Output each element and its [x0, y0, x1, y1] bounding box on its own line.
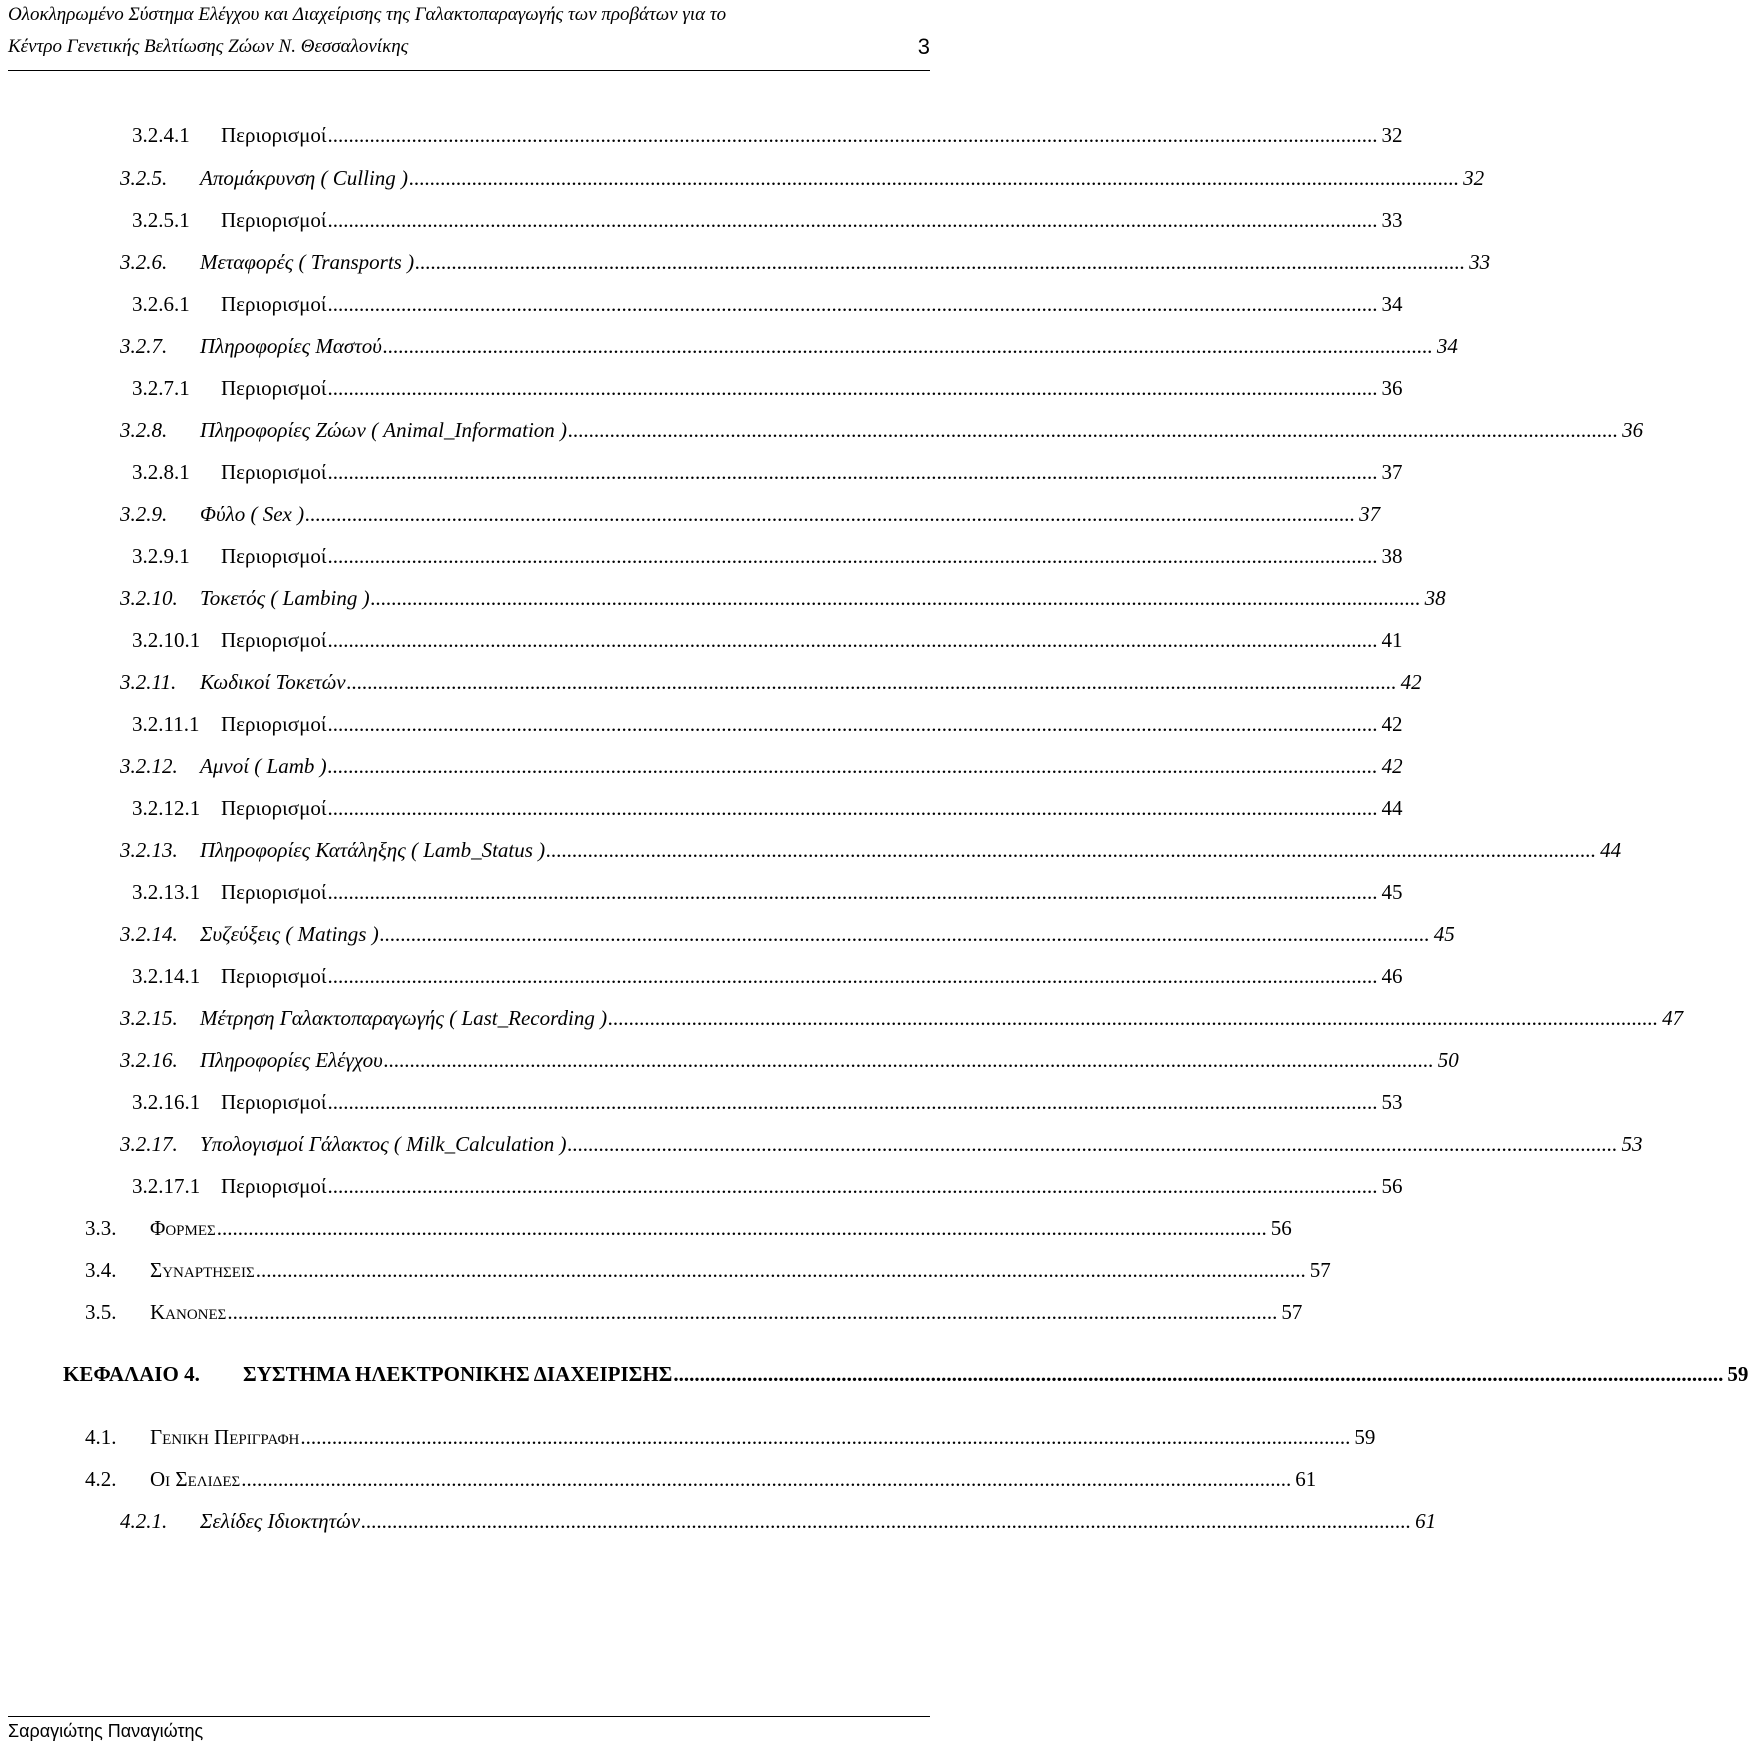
- toc-dot-leader: ........................................................................................................................................................................................................: [255, 1258, 1306, 1282]
- toc-dot-leader: ........................................................................................................................................................................................................: [546, 838, 1597, 862]
- toc-entry-number: 3.2.5.: [120, 166, 168, 190]
- toc-entry-page: 33: [1469, 250, 1491, 274]
- toc-entry-title: Περιορισμοί: [221, 964, 327, 988]
- toc-dot-leader: ........................................................................................................................................................................................................: [327, 628, 1378, 652]
- toc-entry-title: Συζεύξεις ( Matings ): [200, 922, 379, 946]
- toc-dot-leader: ........................................................................................................................................................................................................: [608, 1006, 1659, 1030]
- toc-entry-number: 3.2.16.1: [132, 1090, 201, 1114]
- toc-entry-page: 59: [1727, 1362, 1748, 1386]
- toc-entry-title: Περιορισμοί: [221, 123, 327, 147]
- toc-dot-leader: ........................................................................................................................................................................................................: [673, 1362, 1724, 1386]
- page-header: [8, 4, 930, 71]
- toc-entry-number: 3.2.15.: [120, 1006, 178, 1030]
- toc-entry-title: Περιορισμοί: [221, 1174, 327, 1198]
- toc-dot-leader: ........................................................................................................................................................................................................: [383, 1048, 1434, 1072]
- toc-entry[interactable]: [85, 1425, 1376, 1455]
- toc-entry-number: 3.4.: [85, 1258, 117, 1282]
- toc-entry-page: 57: [1309, 1258, 1331, 1282]
- toc-entry[interactable]: [132, 964, 1403, 994]
- toc-entry-page: 38: [1424, 586, 1446, 610]
- toc-entry[interactable]: [132, 544, 1403, 574]
- toc-entry-title: Πληροφορίες Ζώων ( Animal_Information ): [200, 418, 568, 442]
- toc-entry-number: 3.2.7.: [120, 334, 168, 358]
- toc-entry-page: 50: [1437, 1048, 1459, 1072]
- page-number: 3: [917, 34, 930, 59]
- toc-entry-number: 4.2.: [85, 1467, 117, 1491]
- toc-entry-page: 56: [1381, 1174, 1403, 1198]
- toc-dot-leader: ........................................................................................................................................................................................................: [216, 1216, 1267, 1240]
- toc-dot-leader: ........................................................................................................................................................................................................: [409, 166, 1460, 190]
- toc-entry[interactable]: [132, 880, 1403, 910]
- toc-entry[interactable]: [120, 1006, 1684, 1036]
- toc-entry[interactable]: [85, 1467, 1317, 1497]
- toc-entry[interactable]: [120, 754, 1403, 784]
- toc-entry-page: 61: [1295, 1467, 1317, 1491]
- toc-entry-title: Πληροφορίες Κατάληξης ( Lamb_Status ): [200, 838, 546, 862]
- toc-entry[interactable]: [85, 1216, 1292, 1246]
- toc-entry-number: 3.2.4.1: [132, 123, 190, 147]
- toc-entry[interactable]: [132, 712, 1403, 742]
- toc-entry-title: Μεταφορές ( Transports ): [200, 250, 415, 274]
- toc-entry-number: 3.2.13.: [120, 838, 178, 862]
- toc-entry-title: Τοκετός ( Lambing ): [200, 586, 370, 610]
- toc-entry-page: 47: [1662, 1006, 1684, 1030]
- toc-chapter-entry[interactable]: [63, 1362, 1748, 1392]
- toc-entry-number: 3.2.8.: [120, 418, 168, 442]
- toc-entry-title: Φορμεσ: [150, 1216, 216, 1240]
- toc-entry[interactable]: [132, 1174, 1403, 1204]
- toc-entry-number: 3.2.12.1: [132, 796, 201, 820]
- toc-entry-number: 4.2.1.: [120, 1509, 168, 1533]
- toc-entry-page: 53: [1621, 1132, 1643, 1156]
- toc-entry[interactable]: [132, 460, 1403, 490]
- toc-entry-page: 38: [1381, 544, 1403, 568]
- toc-entry-title: Αμνοί ( Lamb ): [200, 754, 327, 778]
- toc-entry-number: 3.2.7.1: [132, 376, 190, 400]
- toc-entry[interactable]: [120, 166, 1485, 196]
- toc-entry-page: 42: [1400, 670, 1422, 694]
- footer-author: Σαραγιώτης Παναγιώτης: [8, 1721, 204, 1741]
- toc-entry-number: 3.2.9.1: [132, 544, 190, 568]
- toc-entry-title: Περιορισμοί: [221, 796, 327, 820]
- toc-entry[interactable]: [132, 628, 1403, 658]
- toc-entry-page: 33: [1381, 208, 1403, 232]
- toc-dot-leader: ........................................................................................................................................................................................................: [361, 1509, 1412, 1533]
- toc-dot-leader: ........................................................................................................................................................................................................: [382, 334, 1433, 358]
- toc-entry-title: Σελίδες Ιδιοκτητών: [200, 1509, 361, 1533]
- toc-entry-title: Υπολογισμοί Γάλακτος ( Milk_Calculation ): [200, 1132, 567, 1156]
- toc-entry-page: 36: [1622, 418, 1644, 442]
- toc-entry[interactable]: [120, 1132, 1643, 1162]
- toc-entry-page: 37: [1359, 502, 1381, 526]
- toc-entry-title: Περιορισμοί: [221, 628, 327, 652]
- toc-entry-title: Συναρτησεισ: [150, 1258, 255, 1282]
- toc-dot-leader: ........................................................................................................................................................................................................: [241, 1467, 1292, 1491]
- toc-dot-leader: ........................................................................................................................................................................................................: [379, 922, 1430, 946]
- toc-entry-number: 3.2.17.1: [132, 1174, 201, 1198]
- toc-entry-page: 36: [1381, 376, 1403, 400]
- toc-entry-title: Κωδικοί Τοκετών: [200, 670, 346, 694]
- toc-dot-leader: ........................................................................................................................................................................................................: [327, 208, 1378, 232]
- toc-entry-number: 3.2.9.: [120, 502, 168, 526]
- toc-dot-leader: ........................................................................................................................................................................................................: [415, 250, 1466, 274]
- toc-entry-page: 53: [1381, 1090, 1403, 1114]
- toc-dot-leader: ........................................................................................................................................................................................................: [300, 1425, 1351, 1449]
- toc-dot-leader: ........................................................................................................................................................................................................: [327, 712, 1378, 736]
- toc-entry-title: Φύλο ( Sex ): [200, 502, 305, 526]
- toc-entry-page: 42: [1381, 712, 1403, 736]
- toc-entry-title: Οι Σελιδεσ: [150, 1467, 241, 1491]
- toc-dot-leader: ........................................................................................................................................................................................................: [227, 1300, 1278, 1324]
- toc-entry-number: 3.2.5.1: [132, 208, 190, 232]
- toc-entry-title: Περιορισμοί: [221, 376, 327, 400]
- toc-entry-number: 3.2.14.1: [132, 964, 201, 988]
- toc-entry[interactable]: [85, 1258, 1331, 1288]
- toc-entry-number: 3.2.12.: [120, 754, 178, 778]
- toc-entry[interactable]: [132, 1090, 1403, 1120]
- toc-entry-page: 56: [1270, 1216, 1292, 1240]
- toc-entry-page: 57: [1281, 1300, 1303, 1324]
- toc-entry-number: 3.2.17.: [120, 1132, 178, 1156]
- toc-dot-leader: ........................................................................................................................................................................................................: [327, 1174, 1378, 1198]
- toc-dot-leader: ........................................................................................................................................................................................................: [370, 586, 1421, 610]
- toc-entry-number: 3.2.13.1: [132, 880, 201, 904]
- toc-entry[interactable]: [85, 1300, 1303, 1330]
- toc-entry-number: 3.2.10.: [120, 586, 178, 610]
- toc-dot-leader: ........................................................................................................................................................................................................: [327, 754, 1378, 778]
- toc-entry-page: 34: [1436, 334, 1458, 358]
- toc-entry-title: Περιορισμοί: [221, 880, 327, 904]
- toc-entry-page: 34: [1381, 292, 1403, 316]
- header-title-line-1: Ολοκληρωμένο Σύστημα Ελέγχου και Διαχείρισης της Γαλακτοπαραγωγής των προβάτων για το: [8, 4, 727, 25]
- toc-entry-page: 61: [1415, 1509, 1437, 1533]
- toc-entry[interactable]: [120, 418, 1644, 448]
- toc-entry-page: 45: [1433, 922, 1455, 946]
- toc-entry[interactable]: [120, 586, 1446, 616]
- toc-entry-number: 3.2.6.: [120, 250, 168, 274]
- toc-entry[interactable]: [120, 1048, 1459, 1078]
- toc-entry[interactable]: [120, 922, 1455, 952]
- toc-dot-leader: ........................................................................................................................................................................................................: [567, 1132, 1618, 1156]
- toc-entry-title: Περιορισμοί: [221, 712, 327, 736]
- toc-dot-leader: ........................................................................................................................................................................................................: [327, 796, 1378, 820]
- toc-entry-number: 3.2.14.: [120, 922, 178, 946]
- toc-entry[interactable]: [120, 670, 1422, 700]
- toc-entry-page: 37: [1381, 460, 1403, 484]
- toc-entry-title: Περιορισμοί: [221, 208, 327, 232]
- toc-dot-leader: ........................................................................................................................................................................................................: [327, 1090, 1378, 1114]
- toc-entry-title: Γενικη Περιγραφη: [150, 1425, 300, 1449]
- toc-entry[interactable]: [120, 838, 1622, 868]
- toc-entry[interactable]: [120, 250, 1491, 280]
- toc-entry[interactable]: [132, 123, 1403, 153]
- toc-entry[interactable]: [132, 796, 1403, 826]
- toc-dot-leader: ........................................................................................................................................................................................................: [346, 670, 1397, 694]
- toc-dot-leader: ........................................................................................................................................................................................................: [327, 460, 1378, 484]
- toc-dot-leader: ........................................................................................................................................................................................................: [327, 123, 1378, 147]
- toc-entry-page: 44: [1381, 796, 1403, 820]
- toc-dot-leader: ........................................................................................................................................................................................................: [327, 544, 1378, 568]
- toc-entry-page: 41: [1381, 628, 1403, 652]
- toc-dot-leader: ........................................................................................................................................................................................................: [327, 292, 1378, 316]
- toc-entry-page: 46: [1381, 964, 1403, 988]
- toc-entry[interactable]: [120, 1509, 1437, 1539]
- toc-entry-page: 45: [1381, 880, 1403, 904]
- toc-entry-title: Απομάκρυνση ( Culling ): [200, 166, 409, 190]
- toc-entry-number: 4.1.: [85, 1425, 117, 1449]
- toc-entry-title: Περιορισμοί: [221, 292, 327, 316]
- toc-entry[interactable]: [132, 292, 1403, 322]
- toc-entry-title: Πληροφορίες Μαστού: [200, 334, 382, 358]
- toc-entry-title: Κανονεσ: [150, 1300, 227, 1324]
- toc-dot-leader: ........................................................................................................................................................................................................: [568, 418, 1619, 442]
- toc-entry[interactable]: [120, 502, 1381, 532]
- toc-entry-number: 3.2.8.1: [132, 460, 190, 484]
- toc-dot-leader: ........................................................................................................................................................................................................: [327, 376, 1378, 400]
- page-footer: [8, 1716, 930, 1742]
- toc-entry-number: 3.2.10.1: [132, 628, 201, 652]
- toc-entry-title: ΣΥΣΤΗΜΑ ΗΛΕΚΤΡΟΝΙΚΗΣ ΔΙΑΧΕΙΡΙΣΗΣ: [243, 1362, 673, 1386]
- toc-entry-number: ΚΕΦΑΛΑΙΟ 4.: [63, 1362, 200, 1386]
- toc-entry-page: 32: [1381, 123, 1403, 147]
- toc-entry-title: Περιορισμοί: [221, 544, 327, 568]
- toc-entry-number: 3.2.16.: [120, 1048, 178, 1072]
- toc-entry-page: 59: [1354, 1425, 1376, 1449]
- toc-entry-number: 3.5.: [85, 1300, 117, 1324]
- toc-entry[interactable]: [132, 376, 1403, 406]
- toc-entry-page: 32: [1463, 166, 1485, 190]
- toc-entry-title: Περιορισμοί: [221, 1090, 327, 1114]
- toc-entry-title: Περιορισμοί: [221, 460, 327, 484]
- toc-entry-title: Πληροφορίες Ελέγχου: [200, 1048, 383, 1072]
- toc-entry[interactable]: [132, 208, 1403, 238]
- toc-dot-leader: ........................................................................................................................................................................................................: [327, 880, 1378, 904]
- toc-dot-leader: ........................................................................................................................................................................................................: [327, 964, 1378, 988]
- toc-entry-number: 3.2.11.1: [132, 712, 200, 736]
- toc-entry-number: 3.3.: [85, 1216, 117, 1240]
- toc-entry-number: 3.2.6.1: [132, 292, 190, 316]
- toc-entry[interactable]: [120, 334, 1458, 364]
- toc-dot-leader: ........................................................................................................................................................................................................: [305, 502, 1356, 526]
- toc-entry-title: Μέτρηση Γαλακτοπαραγωγής ( Last_Recording ): [200, 1006, 608, 1030]
- header-title-line-2: Κέντρο Γενετικής Βελτίωσης Ζώων Ν. Θεσσαλονίκης: [8, 36, 409, 57]
- toc-entry-page: 42: [1381, 754, 1403, 778]
- toc-entry-page: 44: [1600, 838, 1622, 862]
- toc-entry-number: 3.2.11.: [120, 670, 177, 694]
